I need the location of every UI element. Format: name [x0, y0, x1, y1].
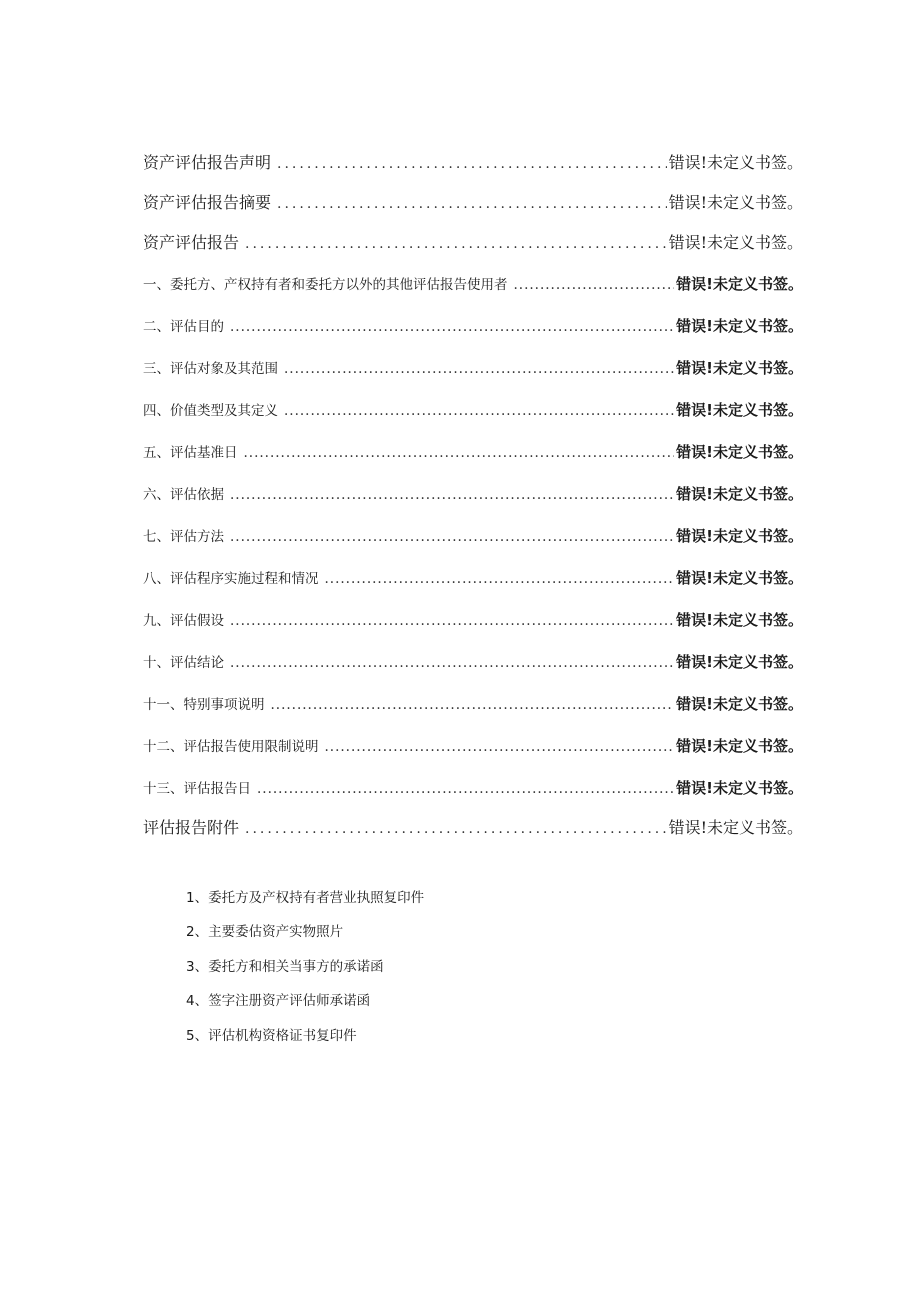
toc-section-label: 三、评估对象及其范围 — [143, 361, 278, 377]
toc-section-label: 八、评估程序实施过程和情况 — [143, 571, 319, 587]
toc-section-label: 七、评估方法 — [143, 529, 224, 545]
toc-section-12[interactable] — [143, 735, 803, 756]
toc-section-page: 错误!未定义书签。 — [676, 737, 803, 755]
dot-leader — [271, 697, 675, 713]
dot-leader — [277, 156, 667, 172]
toc-section-4[interactable] — [143, 399, 803, 420]
toc-section-label: 二、评估目的 — [143, 319, 224, 335]
dot-leader — [277, 196, 667, 212]
attachment-number: 5、 — [186, 1028, 209, 1044]
attachment-item — [186, 1024, 357, 1044]
attachment-item — [186, 989, 370, 1009]
toc-entry-page: 错误!未定义书签。 — [668, 153, 803, 172]
toc-section-10[interactable] — [143, 651, 803, 672]
toc-entry-statement[interactable] — [143, 150, 803, 173]
toc-section-2[interactable] — [143, 315, 803, 336]
attachment-number: 3、 — [186, 959, 209, 975]
toc-entry-report[interactable] — [143, 230, 803, 253]
toc-section-label: 十二、评估报告使用限制说明 — [143, 739, 319, 755]
toc-section-page: 错误!未定义书签。 — [676, 653, 803, 671]
dot-leader — [284, 361, 674, 377]
attachment-text: 主要委估资产实物照片 — [208, 924, 344, 940]
dot-leader — [244, 445, 675, 461]
toc-section-7[interactable] — [143, 525, 803, 546]
toc-section-page: 错误!未定义书签。 — [676, 401, 803, 419]
dot-leader — [230, 529, 674, 545]
toc-section-8[interactable] — [143, 567, 803, 588]
toc-section-page: 错误!未定义书签。 — [676, 611, 803, 629]
toc-entry-label: 资产评估报告声明 — [143, 153, 272, 172]
dot-leader — [230, 655, 674, 671]
toc-entry-label: 资产评估报告 — [143, 233, 240, 252]
toc-entry-page: 错误!未定义书签。 — [668, 233, 803, 252]
toc-section-label: 九、评估假设 — [143, 613, 224, 629]
toc-section-9[interactable] — [143, 609, 803, 630]
toc-entry-appendix[interactable] — [143, 815, 803, 838]
attachment-number: 1、 — [186, 890, 209, 906]
toc-section-label: 六、评估依据 — [143, 487, 224, 503]
dot-leader — [257, 781, 674, 797]
toc-section-label: 五、评估基准日 — [143, 445, 238, 461]
toc-section-11[interactable] — [143, 693, 803, 714]
toc-section-page: 错误!未定义书签。 — [676, 275, 803, 293]
toc-section-1[interactable] — [143, 273, 803, 294]
dot-leader — [230, 319, 674, 335]
attachment-item — [186, 955, 384, 975]
attachment-text: 委托方及产权持有者营业执照复印件 — [208, 890, 425, 906]
toc-section-label: 一、委托方、产权持有者和委托方以外的其他评估报告使用者 — [143, 277, 508, 293]
toc-entry-page: 错误!未定义书签。 — [668, 193, 803, 212]
toc-section-label: 四、价值类型及其定义 — [143, 403, 278, 419]
toc-section-5[interactable] — [143, 441, 803, 462]
toc-entry-label: 资产评估报告摘要 — [143, 193, 272, 212]
dot-leader — [325, 571, 675, 587]
attachment-text: 签字注册资产评估师承诺函 — [208, 993, 371, 1009]
toc-section-page: 错误!未定义书签。 — [676, 527, 803, 545]
toc-section-label: 十、评估结论 — [143, 655, 224, 671]
toc-section-page: 错误!未定义书签。 — [676, 317, 803, 335]
toc-section-page: 错误!未定义书签。 — [676, 569, 803, 587]
toc-entry-summary[interactable] — [143, 190, 803, 213]
toc-entry-page: 错误!未定义书签。 — [668, 818, 803, 837]
attachment-item — [186, 886, 424, 906]
attachment-number: 2、 — [186, 924, 209, 940]
toc-section-label: 十三、评估报告日 — [143, 781, 251, 797]
toc-section-13[interactable] — [143, 777, 803, 798]
toc-entry-label: 评估报告附件 — [143, 818, 240, 837]
toc-section-label: 十一、特别事项说明 — [143, 697, 265, 713]
toc-section-6[interactable] — [143, 483, 803, 504]
toc-section-3[interactable] — [143, 357, 803, 378]
toc-section-page: 错误!未定义书签。 — [676, 485, 803, 503]
dot-leader — [514, 277, 675, 293]
dot-leader — [230, 613, 674, 629]
toc-section-page: 错误!未定义书签。 — [676, 443, 803, 461]
dot-leader — [245, 821, 667, 837]
attachment-text: 委托方和相关当事方的承诺函 — [208, 959, 384, 975]
toc-section-page: 错误!未定义书签。 — [676, 695, 803, 713]
attachment-number: 4、 — [186, 993, 209, 1009]
dot-leader — [325, 739, 675, 755]
attachment-item — [186, 920, 343, 940]
dot-leader — [284, 403, 674, 419]
dot-leader — [230, 487, 674, 503]
attachment-text: 评估机构资格证书复印件 — [208, 1028, 357, 1044]
toc-section-page: 错误!未定义书签。 — [676, 779, 803, 797]
dot-leader — [245, 236, 667, 252]
toc-section-page: 错误!未定义书签。 — [676, 359, 803, 377]
